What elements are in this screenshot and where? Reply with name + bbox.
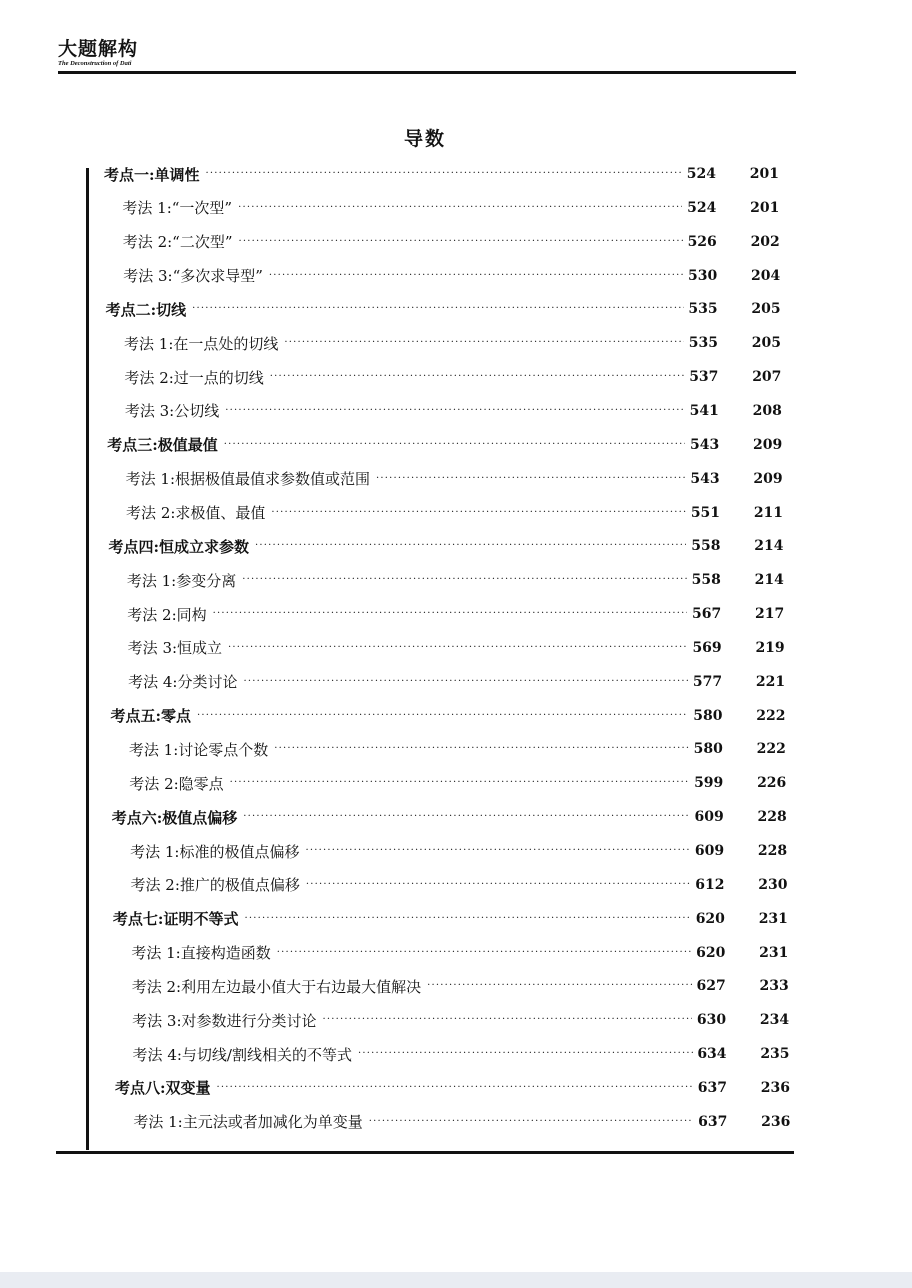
toc-heading: 考点八:双变量	[114, 1079, 211, 1098]
page-number: 577	[692, 673, 723, 690]
dot-leader	[242, 569, 687, 591]
toc-entry[interactable]	[124, 332, 782, 354]
toc-entry[interactable]	[105, 298, 781, 320]
book-title: 大题解构	[58, 38, 139, 60]
page-number: 609	[694, 843, 725, 859]
toc-entry[interactable]	[111, 806, 787, 828]
answer-page-number: 231	[759, 944, 789, 961]
page-number: 580	[693, 707, 723, 724]
toc-heading: 考点一:单调性	[104, 165, 200, 184]
dot-leader	[306, 874, 691, 896]
page-number: 530	[687, 267, 718, 284]
toc-heading: 考点五:零点	[110, 707, 192, 726]
toc-subentry: 考法 3:公切线	[124, 402, 220, 421]
toc-subentry: 考法 2:“二次型”	[122, 233, 233, 252]
answer-page-number: 204	[750, 267, 781, 284]
toc-entry[interactable]	[129, 772, 787, 794]
page-number: 541	[689, 402, 719, 419]
answer-page-number: 205	[751, 335, 782, 352]
page-number: 620	[695, 910, 725, 927]
dot-leader	[225, 400, 685, 422]
dot-leader	[427, 975, 692, 997]
dot-leader	[238, 197, 682, 219]
section-title: 导数	[403, 128, 446, 150]
page-number: 526	[687, 233, 717, 250]
page-number: 630	[696, 1012, 727, 1029]
answer-page-number: 234	[759, 1012, 790, 1029]
toc-entry[interactable]	[127, 603, 785, 625]
dot-leader	[244, 908, 690, 930]
toc-subentry: 考法 1:标准的极值点偏移	[130, 842, 300, 861]
toc-subentry: 考法 1:讨论零点个数	[128, 740, 269, 759]
dot-leader	[197, 705, 688, 727]
footer-rule	[56, 1151, 794, 1154]
dot-leader	[323, 1009, 693, 1031]
answer-page-number: 222	[756, 707, 786, 724]
answer-page-number: 209	[753, 470, 783, 487]
toc-subentry: 考法 3:“多次求导型”	[123, 267, 263, 286]
page-number: 551	[690, 504, 721, 521]
dot-leader	[358, 1043, 693, 1065]
page-number: 537	[689, 369, 719, 386]
toc-heading: 考点六:极值点偏移	[111, 808, 238, 827]
dot-leader	[213, 603, 688, 625]
dot-leader	[224, 434, 685, 456]
answer-page-number: 226	[757, 775, 787, 792]
toc-entry[interactable]	[130, 840, 788, 862]
dot-leader	[274, 738, 689, 760]
page-number: 580	[693, 741, 723, 758]
page-number: 612	[695, 876, 725, 893]
dot-leader	[369, 1111, 694, 1133]
dot-leader	[206, 163, 682, 185]
dot-leader	[284, 332, 684, 354]
toc-entry[interactable]	[104, 163, 779, 185]
toc-entry[interactable]	[127, 637, 785, 659]
dot-leader	[217, 1077, 693, 1099]
answer-page-number: 230	[758, 876, 788, 893]
page-number: 609	[694, 809, 724, 826]
toc-entry[interactable]	[123, 265, 781, 287]
dot-leader	[270, 366, 685, 388]
answer-page-number: 235	[760, 1046, 790, 1063]
answer-page-number: 205	[751, 301, 781, 318]
dot-leader	[277, 942, 692, 964]
toc-entry[interactable]	[125, 468, 783, 490]
toc-entry[interactable]	[107, 434, 783, 456]
toc-heading: 考点三:极值最值	[107, 436, 218, 455]
page-number: 543	[690, 436, 720, 453]
page-number: 627	[696, 978, 726, 995]
toc-subentry: 考法 2:隐零点	[129, 774, 224, 793]
toc-entry[interactable]	[124, 366, 782, 388]
dot-leader	[243, 806, 689, 828]
toc-heading: 考点七:证明不等式	[112, 910, 239, 929]
toc-entry[interactable]	[122, 231, 780, 253]
toc-subentry: 考法 4:与切线/割线相关的不等式	[132, 1045, 352, 1064]
toc-entry[interactable]	[133, 1111, 791, 1133]
page-bottom-shade	[0, 1272, 912, 1288]
toc-subentry: 考法 2:过一点的切线	[124, 368, 264, 387]
toc-subentry: 考法 3:对参数进行分类讨论	[132, 1011, 317, 1030]
dot-leader	[243, 671, 688, 693]
toc-entry[interactable]	[112, 908, 788, 930]
toc-heading: 考点二:切线	[105, 300, 187, 319]
page-number: 599	[694, 775, 724, 792]
answer-page-number: 222	[756, 741, 786, 758]
toc-entry[interactable]	[114, 1077, 790, 1099]
dot-leader	[239, 231, 683, 253]
answer-page-number: 201	[750, 199, 780, 216]
answer-page-number: 214	[754, 538, 784, 555]
toc-subentry: 考法 1:直接构造函数	[131, 944, 271, 963]
toc-heading: 考点四:恒成立求参数	[108, 537, 249, 556]
answer-page-number: 231	[758, 910, 788, 927]
answer-page-number: 211	[753, 504, 784, 521]
toc-entry[interactable]	[122, 197, 780, 219]
dot-leader	[269, 265, 683, 287]
answer-page-number: 217	[755, 606, 785, 623]
toc-entry[interactable]	[128, 671, 786, 693]
toc-entry[interactable]	[126, 569, 784, 591]
toc-entry[interactable]	[131, 975, 789, 997]
dot-leader	[192, 298, 683, 320]
page-number: 524	[686, 166, 716, 182]
dot-leader	[271, 502, 686, 524]
page-number: 567	[692, 606, 722, 623]
page-number: 634	[697, 1046, 727, 1063]
answer-page-number: 233	[759, 978, 789, 995]
dot-leader	[230, 772, 690, 794]
dot-leader	[228, 637, 688, 659]
page-number: 558	[691, 572, 721, 589]
page-number: 535	[688, 301, 718, 318]
dot-leader	[376, 468, 686, 490]
toc-subentry: 考法 4:分类讨论	[128, 673, 238, 692]
toc-subentry: 考法 1:在一点处的切线	[124, 334, 279, 353]
toc-subentry: 考法 2:同构	[127, 605, 207, 624]
answer-page-number: 209	[753, 436, 783, 453]
dot-leader	[305, 840, 690, 862]
toc-subentry: 考法 2:求极值、最值	[126, 504, 266, 522]
page-number: 535	[688, 335, 719, 352]
dot-leader	[255, 535, 686, 557]
toc-entry[interactable]	[126, 502, 784, 524]
book-subtitle: The Deconstruction of Dati	[58, 60, 132, 67]
toc-entry[interactable]	[108, 535, 784, 557]
answer-page-number: 201	[749, 166, 779, 182]
page-number: 637	[698, 1113, 728, 1130]
answer-page-number: 228	[757, 809, 787, 826]
answer-page-number: 208	[752, 402, 782, 419]
toc-entry[interactable]	[132, 1043, 790, 1065]
page-number: 558	[691, 538, 721, 555]
toc-subentry: 考法 1:参变分离	[126, 571, 237, 590]
toc-entry[interactable]	[110, 705, 786, 727]
toc-subentry: 考法 2:利用左边最小值大于右边最大值解决	[131, 977, 422, 996]
page-number: 543	[690, 470, 720, 487]
toc-entry[interactable]	[128, 738, 786, 760]
toc-subentry: 考法 3:恒成立	[127, 639, 223, 658]
page-number: 524	[687, 199, 717, 216]
toc-subentry: 考法 1:主元法或者加减化为单变量	[133, 1113, 363, 1132]
toc-entry[interactable]	[124, 400, 782, 422]
toc-entry[interactable]	[130, 874, 788, 896]
toc-entry[interactable]	[132, 1009, 790, 1031]
answer-page-number: 228	[757, 843, 788, 859]
toc-subentry: 考法 1:根据极值最值求参数值或范围	[125, 470, 371, 489]
answer-page-number: 221	[755, 673, 786, 690]
toc-entry[interactable]	[131, 942, 789, 964]
answer-page-number: 236	[760, 1079, 790, 1096]
answer-page-number: 214	[754, 572, 784, 589]
answer-page-number: 202	[750, 233, 780, 250]
answer-page-number: 207	[752, 369, 782, 386]
answer-page-number: 236	[761, 1113, 791, 1130]
answer-page-number: 219	[755, 639, 785, 656]
toc-subentry: 考法 1:“一次型”	[122, 199, 233, 218]
toc-subentry: 考法 2:推广的极值点偏移	[130, 876, 300, 895]
page-number: 569	[692, 639, 722, 656]
page-number: 637	[697, 1079, 727, 1096]
page-number: 620	[696, 944, 726, 961]
